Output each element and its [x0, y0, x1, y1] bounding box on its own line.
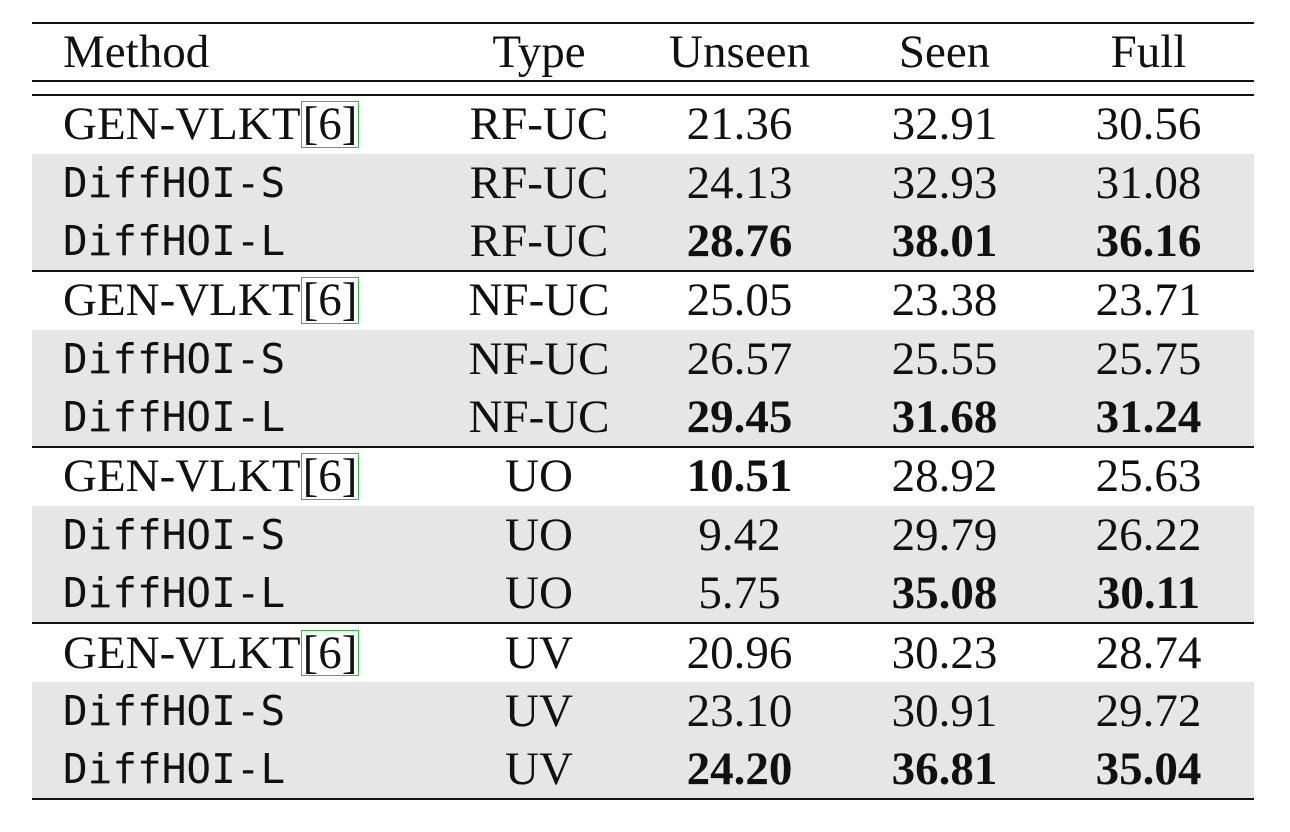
table-row — [32, 741, 1254, 800]
unseen-cell: 25.05 — [633, 271, 846, 330]
citation-link[interactable]: [6] — [302, 274, 358, 327]
seen-cell: 28.92 — [846, 447, 1043, 506]
seen-cell: 35.08 — [846, 565, 1043, 624]
unseen-cell: 26.57 — [633, 330, 846, 389]
citation-link[interactable]: [6] — [302, 98, 358, 151]
header-type: Type — [445, 23, 633, 81]
seen-cell: 23.38 — [846, 271, 1043, 330]
unseen-cell: 23.10 — [633, 682, 846, 741]
seen-cell: 29.79 — [846, 506, 1043, 565]
seen-cell: 32.93 — [846, 154, 1043, 213]
table-row — [32, 95, 1254, 154]
table-row — [32, 330, 1254, 389]
table-row — [32, 506, 1254, 565]
table-row — [32, 565, 1254, 624]
type-cell: UO — [445, 447, 633, 506]
full-cell: 26.22 — [1043, 506, 1254, 565]
type-cell: RF-UC — [445, 154, 633, 213]
unseen-cell: 5.75 — [633, 565, 846, 624]
unseen-cell: 10.51 — [633, 447, 846, 506]
full-cell: 25.75 — [1043, 330, 1254, 389]
full-cell: 36.16 — [1043, 212, 1254, 271]
table-row — [32, 271, 1254, 330]
type-cell: UV — [445, 682, 633, 741]
table-row — [32, 682, 1254, 741]
double-rule-divider — [32, 81, 1254, 95]
full-cell: 25.63 — [1043, 447, 1254, 506]
full-cell: 30.11 — [1043, 565, 1254, 624]
method-cell: DiffHOI-L — [32, 212, 445, 271]
method-cell — [32, 271, 445, 330]
results-table — [32, 22, 1254, 800]
method-cell: DiffHOI-S — [32, 506, 445, 565]
method-cell: DiffHOI-S — [32, 330, 445, 389]
unseen-cell: 9.42 — [633, 506, 846, 565]
type-cell: NF-UC — [445, 388, 633, 447]
type-cell: RF-UC — [469, 98, 609, 151]
table-row — [32, 212, 1254, 271]
type-cell: UO — [445, 506, 633, 565]
unseen-cell: 28.76 — [633, 212, 846, 271]
unseen-cell: 24.20 — [633, 741, 846, 800]
type-cell: NF-UC — [445, 271, 633, 330]
seen-cell: 38.01 — [846, 212, 1043, 271]
table-row — [32, 154, 1254, 213]
full-cell: 28.74 — [1043, 623, 1254, 682]
header-full: Full — [1043, 23, 1254, 81]
full-cell: 30.56 — [1095, 98, 1202, 151]
method-name: GEN-VLKT — [63, 98, 301, 151]
unseen-cell: 20.96 — [633, 623, 846, 682]
seen-cell: 30.23 — [846, 623, 1043, 682]
header-method: Method — [32, 23, 445, 81]
table-body — [32, 95, 1254, 799]
seen-cell: 31.68 — [846, 388, 1043, 447]
results-table-container — [32, 22, 1254, 800]
method-cell: DiffHOI-S — [32, 682, 445, 741]
method-name: GEN-VLKT — [63, 626, 301, 679]
citation-link[interactable]: [6] — [302, 626, 358, 679]
full-cell: 29.72 — [1043, 682, 1254, 741]
method-cell: DiffHOI-L — [32, 741, 445, 800]
seen-cell: 36.81 — [846, 741, 1043, 800]
header-unseen: Unseen — [633, 23, 846, 81]
citation-link[interactable]: [6] — [302, 450, 358, 503]
method-cell: DiffHOI-L — [32, 388, 445, 447]
header-double-rule — [32, 81, 1254, 95]
method-cell: DiffHOI-S — [32, 154, 445, 213]
method-cell — [32, 623, 445, 682]
unseen-cell: 21.36 — [686, 98, 793, 151]
type-cell: RF-UC — [445, 212, 633, 271]
method-cell — [32, 447, 445, 506]
table-row — [32, 388, 1254, 447]
table-row — [32, 447, 1254, 506]
type-cell: NF-UC — [445, 330, 633, 389]
unseen-cell: 24.13 — [633, 154, 846, 213]
method-cell: DiffHOI-L — [32, 565, 445, 624]
header-row — [32, 23, 1254, 81]
full-cell: 23.71 — [1043, 271, 1254, 330]
type-cell: UV — [445, 741, 633, 800]
type-cell: UO — [445, 565, 633, 624]
header-seen: Seen — [846, 23, 1043, 81]
full-cell: 31.24 — [1043, 388, 1254, 447]
method-name: GEN-VLKT — [63, 450, 301, 503]
method-name: GEN-VLKT — [63, 274, 301, 327]
unseen-cell: 29.45 — [633, 388, 846, 447]
type-cell: UV — [445, 623, 633, 682]
seen-cell: 32.91 — [891, 98, 998, 151]
seen-cell: 25.55 — [846, 330, 1043, 389]
seen-cell: 30.91 — [846, 682, 1043, 741]
full-cell: 31.08 — [1043, 154, 1254, 213]
method-cell — [32, 95, 445, 154]
table-row — [32, 623, 1254, 682]
full-cell: 35.04 — [1043, 741, 1254, 800]
table-header — [32, 23, 1254, 95]
